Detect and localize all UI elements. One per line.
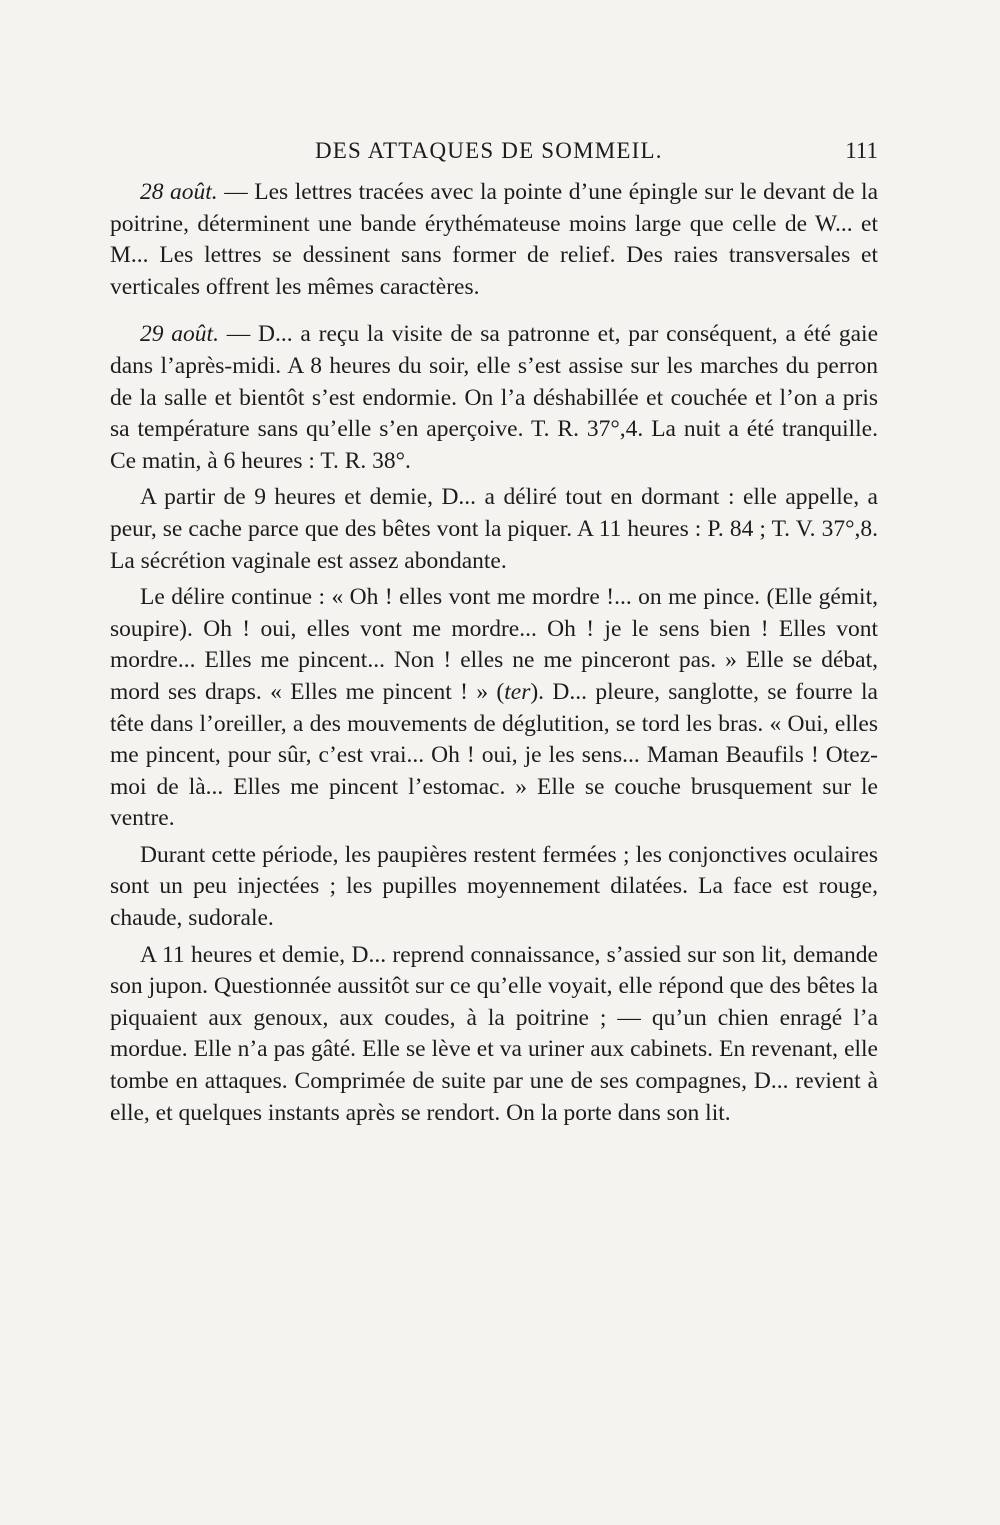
paragraph-28-aout (110, 177, 878, 303)
paragraph-text: Le délire continue : « Oh ! elles vont me mordre !... on me pince. (Elle gémit, soupire). Oh ! oui, elles vont me mordre... Oh ! je le sens bien ! Elles vont mordre... Elles me pincent... Non ! elles ne me pinceront pas. » Elle se débat, mord ses draps. « Elles me pincent ! » ( (110, 584, 878, 705)
paragraph-29-aout (110, 319, 878, 477)
entry-date: 29 août. (140, 321, 219, 348)
paragraph-reveil: A 11 heures et demie, D... reprend connaissance, s’assied sur son lit, demande son jupon. Questionnée aussitôt sur ce qu’elle voyait, elle répond que des bêtes la piquaient aux genoux, aux coudes, à la poitrine ; — qu’un chien enragé l’a mordue. Elle n’a pas gâté. Elle se lève et va uriner aux cabinets. En revenant, elle tombe en attaques. Comprimée de suite par une de ses compagnes, D... revient à elle, et quelques instants après se rendort. On la porte dans son lit. (110, 941, 878, 1126)
paragraph-delire-continue (110, 582, 878, 835)
running-head: DES ATTAQUES DE SOMMEIL. (315, 138, 663, 163)
paragraph-text: ). D... pleure, sanglotte, se fourre la tête dans l’oreiller, a des mouvements de déglutition, se tord les bras. « Oui, elles me pincent, pour sûr, c’est vrai... Oh ! oui, je les sens... Maman Beaufils ! Otez-moi de là... Elles me pincent l’estomac. » Elle se couche brusquement sur le ventre. (110, 678, 878, 832)
page-header (110, 138, 878, 170)
paragraph-delire-start: A partir de 9 heures et demie, D... a déliré tout en dormant : elle appelle, a peur, se cache parce que des bêtes vont la piquer. A 11 heures : P. 84 ; T. V. 37°,8. La sécrétion vaginale est assez abondante. (110, 484, 878, 574)
paragraph-text: — D... a reçu la visite de sa patronne et, par conséquent, a été gaie dans l’après-midi. A 8 heures du soir, elle s’est assise sur les marches du perron de la salle et bientôt s’est endormie. On l’a déshabillée et couchée et l’on a pris sa température sans qu’elle s’en aperçoive. T. R. 37°,4. La nuit a été tranquille. Ce matin, à 6 heures : T. R. 38°. (110, 321, 879, 474)
italic-ter: ter (504, 678, 531, 705)
page-number: 111 (845, 138, 878, 163)
paragraph-text: — Les lettres tracées avec la pointe d’une épingle sur le devant de la poitrine, déterminent une bande érythémateuse moins large que celle de W... et M... Les lettres se dessinent sans former de relief. Des raies transversales et verticales offrent les mêmes caractères. (110, 179, 878, 300)
paragraph-periode: Durant cette période, les paupières restent fermées ; les conjonctives oculaires sont un peu injectées ; les pupilles moyennement dilatées. La face est rouge, chaude, sudorale. (110, 841, 878, 932)
page-body (110, 177, 878, 1129)
entry-date: 28 août. (140, 179, 218, 205)
